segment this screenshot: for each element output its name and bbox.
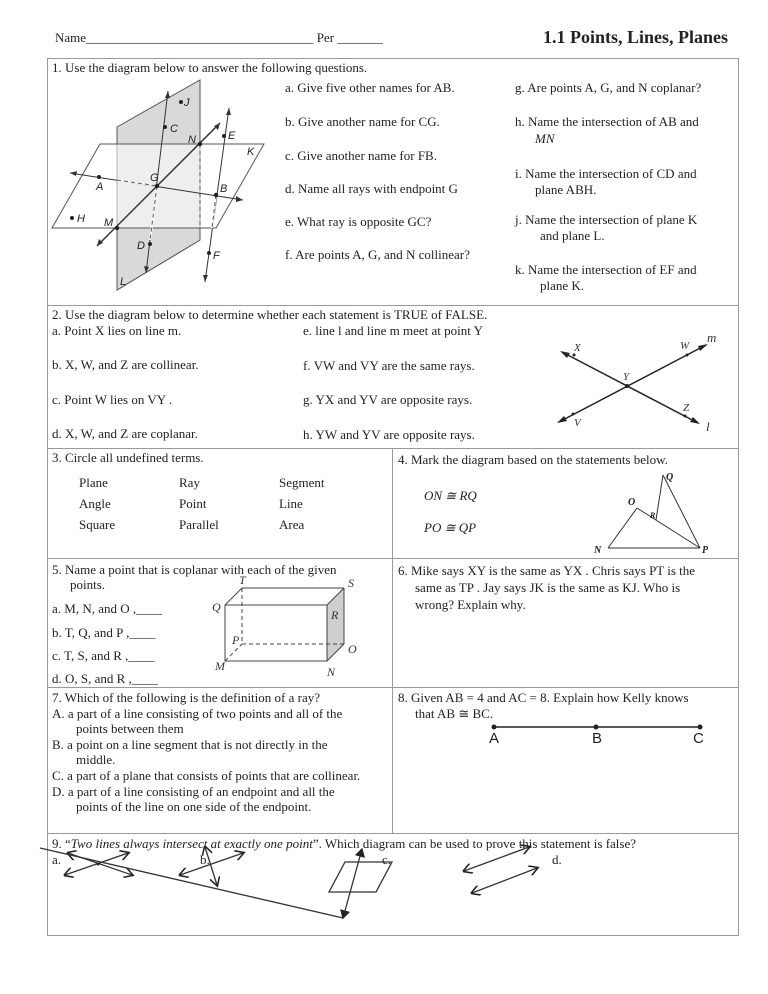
svg-text:O: O bbox=[348, 642, 357, 656]
svg-text:P: P bbox=[702, 545, 709, 556]
term[interactable]: Line bbox=[279, 496, 303, 511]
q8-line-1: 8. Given AB = 4 and AC = 8. Explain how Kelly knows bbox=[398, 690, 689, 705]
q4-statement-2: PO ≅ QP bbox=[424, 520, 477, 535]
period-label: Per bbox=[316, 30, 335, 45]
term[interactable]: Area bbox=[279, 517, 305, 532]
svg-text:B: B bbox=[220, 183, 228, 195]
svg-text:Q: Q bbox=[212, 600, 221, 614]
q1-item-g: g. Are points A, G, and N coplanar? bbox=[515, 80, 702, 95]
q2-prompt: 2. Use the diagram below to determine whether each statement is TRUE of FALSE. bbox=[52, 307, 488, 322]
svg-text:W: W bbox=[680, 340, 690, 352]
q1-item-i-cont: plane ABH. bbox=[535, 182, 597, 197]
svg-text:E: E bbox=[228, 130, 236, 142]
svg-text:S: S bbox=[348, 576, 354, 590]
q7-option-a[interactable]: A. a part of a line consisting of two points and all of the bbox=[52, 706, 343, 721]
q7-option-d-cont: points of the line on one side of the endpoint. bbox=[76, 799, 312, 814]
name-blank[interactable]: ___________________________________ bbox=[86, 30, 314, 45]
point-c-label: C bbox=[693, 730, 704, 747]
q3-prompt: 3. Circle all undefined terms. bbox=[52, 450, 204, 465]
period-blank[interactable]: _______ bbox=[337, 30, 383, 45]
svg-text:G: G bbox=[150, 172, 159, 184]
worksheet-title: 1.1 Points, Lines, Planes bbox=[542, 27, 728, 47]
q2-item-c: c. Point W lies on VY . bbox=[52, 392, 173, 407]
q1-item-f: f. Are points A, G, and N collinear? bbox=[285, 247, 470, 262]
svg-text:Q: Q bbox=[666, 472, 674, 483]
q5-item-c[interactable]: c. T, S, and R ,____ bbox=[52, 648, 155, 663]
name-field[interactable] bbox=[55, 30, 383, 46]
q1-item-e: e. What ray is opposite GC? bbox=[285, 214, 432, 229]
name-label: Name bbox=[55, 30, 87, 45]
divider bbox=[47, 687, 739, 688]
q1-item-d: d. Name all rays with endpoint G bbox=[285, 181, 458, 196]
q9-choice-d[interactable]: d. bbox=[552, 852, 562, 867]
svg-text:R: R bbox=[331, 608, 339, 622]
q2-item-e: e. line l and line m meet at point Y bbox=[303, 323, 484, 338]
q5-item-b[interactable]: b. T, Q, and P ,____ bbox=[52, 625, 156, 640]
q8-line-2: that AB ≅ BC. bbox=[415, 706, 494, 721]
term[interactable]: Ray bbox=[179, 475, 200, 490]
svg-text:N: N bbox=[594, 545, 602, 556]
column-divider bbox=[392, 448, 393, 833]
term[interactable]: Square bbox=[79, 517, 116, 532]
q7-prompt: 7. Which of the following is the definition of a ray? bbox=[52, 690, 320, 705]
q7-option-b[interactable]: B. a point on a line segment that is not directly in the bbox=[52, 737, 328, 752]
q1-item-k: k. Name the intersection of EF and bbox=[515, 262, 697, 277]
svg-text:D: D bbox=[137, 240, 145, 252]
q9-prompt: 9. “Two lines always intersect at exactly one point”. Which diagram can be used to prove this statement is false? bbox=[52, 836, 637, 851]
q7-option-a-cont: points between them bbox=[76, 721, 184, 736]
q6-line-1: 6. Mike says XY is the same as YX . Chris says PT is the bbox=[398, 563, 696, 578]
divider bbox=[47, 448, 739, 449]
q7-option-b-cont: middle. bbox=[76, 752, 116, 767]
q9-choice-b[interactable]: b. bbox=[200, 852, 210, 867]
svg-text:X: X bbox=[574, 342, 581, 354]
svg-text:H: H bbox=[77, 213, 85, 225]
q2-item-b: b. X, W, and Z are collinear. bbox=[52, 357, 199, 372]
svg-text:A: A bbox=[96, 181, 104, 193]
q9-choice-c[interactable]: c. bbox=[382, 852, 392, 867]
q2-item-f: f. VW and VY are the same rays. bbox=[303, 358, 475, 373]
svg-text:M: M bbox=[104, 217, 114, 229]
q1-item-b: b. Give another name for CG. bbox=[285, 114, 440, 129]
q5-prompt: 5. Name a point that is coplanar with each of the given bbox=[52, 562, 337, 577]
q1-item-k-cont: plane K. bbox=[540, 278, 585, 293]
svg-text:M: M bbox=[215, 659, 225, 673]
q6-line-3: wrong? Explain why. bbox=[415, 597, 526, 612]
q5-prompt-cont: points. bbox=[70, 577, 106, 592]
q2-item-h: h. YW and YV are opposite rays. bbox=[303, 427, 475, 442]
term[interactable]: Angle bbox=[79, 496, 111, 511]
divider bbox=[47, 833, 739, 834]
q1-item-h-cont: MN bbox=[535, 131, 555, 146]
q9-choice-a[interactable]: a. bbox=[52, 852, 62, 867]
intersecting-lines-diagram bbox=[530, 325, 740, 445]
q7-option-d[interactable]: D. a part of a line consisting of an endpoint and all the bbox=[52, 784, 335, 799]
svg-text:K: K bbox=[247, 146, 255, 158]
prism-diagram bbox=[210, 573, 370, 679]
q4-statement-1: ON ≅ RQ bbox=[424, 488, 477, 503]
term[interactable]: Point bbox=[179, 496, 207, 511]
divider bbox=[47, 558, 739, 559]
svg-text:R: R bbox=[650, 511, 656, 520]
svg-text:l: l bbox=[706, 419, 710, 434]
q1-item-j: j. Name the intersection of plane K bbox=[515, 212, 698, 227]
svg-text:O: O bbox=[628, 497, 636, 508]
q5-item-a[interactable]: a. M, N, and O ,____ bbox=[52, 601, 163, 616]
q2-item-d: d. X, W, and Z are coplanar. bbox=[52, 426, 198, 441]
svg-text:C: C bbox=[170, 123, 178, 135]
q2-item-g: g. YX and YV are opposite rays. bbox=[303, 392, 473, 407]
svg-text:Z: Z bbox=[683, 402, 690, 414]
q6-line-2: same as TP . Jay says JK is the same as KJ. Who is bbox=[415, 580, 681, 595]
q2-item-a: a. Point X lies on line m. bbox=[52, 323, 182, 338]
triangle-diagram bbox=[590, 470, 730, 555]
term[interactable]: Plane bbox=[79, 475, 108, 490]
svg-text:Y: Y bbox=[623, 371, 630, 383]
divider bbox=[47, 305, 739, 306]
svg-text:P: P bbox=[232, 633, 240, 647]
planes-diagram bbox=[40, 65, 280, 295]
svg-text:N: N bbox=[188, 134, 196, 146]
svg-text:T: T bbox=[239, 573, 246, 587]
q1-item-c: c. Give another name for FB. bbox=[285, 148, 437, 163]
svg-text:F: F bbox=[213, 250, 220, 262]
q5-item-d[interactable]: d. O, S, and R ,____ bbox=[52, 671, 158, 686]
segment-abc-diagram bbox=[490, 718, 720, 748]
point-label: J bbox=[184, 97, 190, 109]
q9-diagrams bbox=[40, 845, 740, 925]
q1-item-j-cont: and plane L. bbox=[540, 228, 605, 243]
svg-text:L: L bbox=[120, 276, 127, 288]
point-a-label: A bbox=[489, 730, 500, 747]
q7-option-c[interactable]: C. a part of a plane that consists of points that are collinear. bbox=[52, 768, 361, 783]
svg-text:V: V bbox=[574, 417, 581, 429]
point-b-label: B bbox=[592, 730, 603, 747]
svg-text:N: N bbox=[327, 665, 336, 679]
q1-prompt: 1. Use the diagram below to answer the following questions. bbox=[52, 60, 368, 75]
term[interactable]: Segment bbox=[279, 475, 325, 490]
q1-item-i: i. Name the intersection of CD and bbox=[515, 166, 697, 181]
q1-item-a: a. Give five other names for AB. bbox=[285, 80, 455, 95]
q1-item-h: h. Name the intersection of AB and bbox=[515, 114, 699, 129]
q4-prompt: 4. Mark the diagram based on the statements below. bbox=[398, 452, 668, 467]
svg-text:m: m bbox=[707, 330, 717, 345]
term[interactable]: Parallel bbox=[179, 517, 219, 532]
